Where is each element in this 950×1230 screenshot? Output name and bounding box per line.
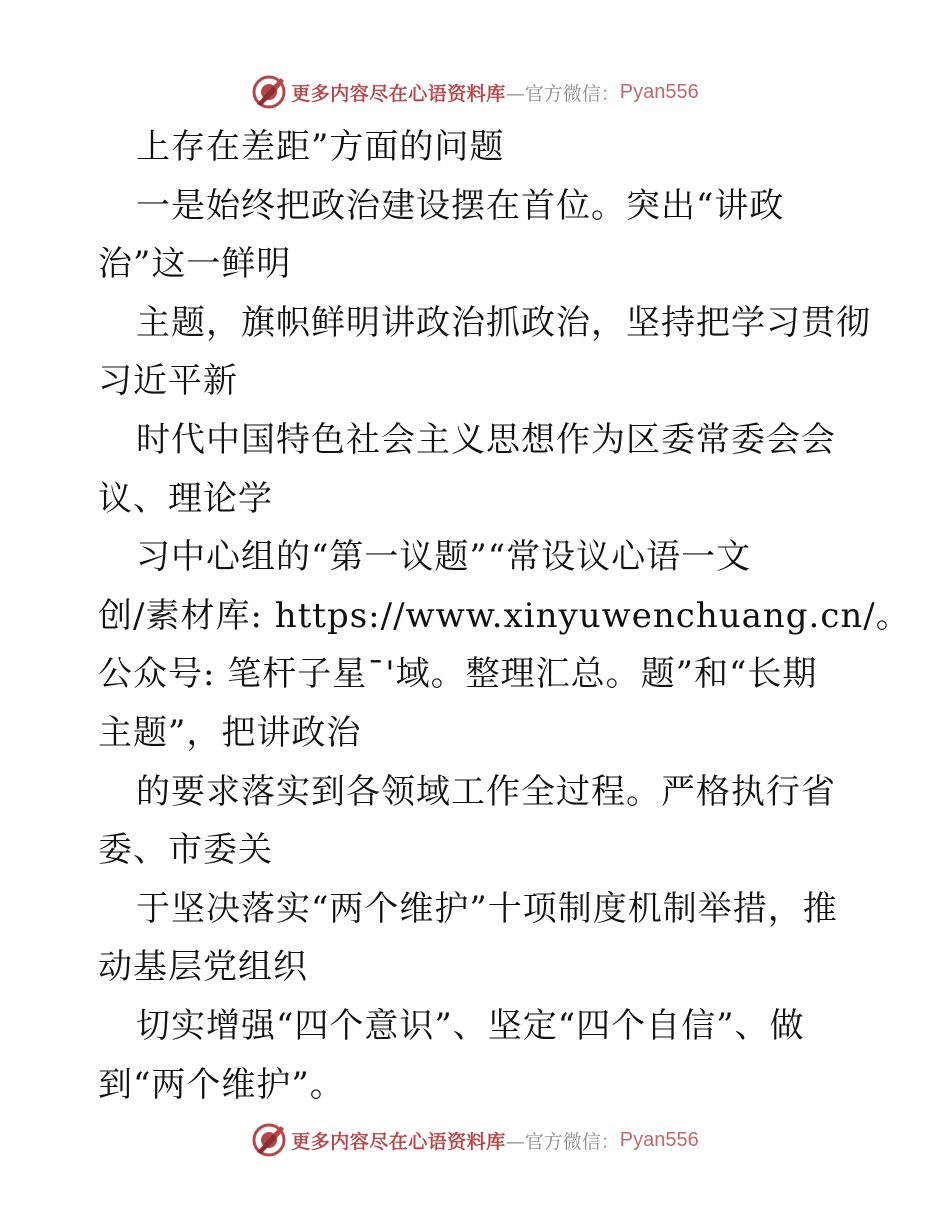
text-line: 的要求落实到各领域工作全过程。严格执行省 [136,771,836,812]
text-line: 一是始终把政治建设摆在首位。突出“讲政 [136,185,785,226]
text-line: 动基层党组织 [98,947,308,988]
banner-text: 更多内容尽在心语资料库 [291,82,506,105]
text-line: 到“两个维护”。 [98,1064,345,1105]
text-line: 切实增强“四个意识”、坚定“四个自信”、做 [136,1005,805,1046]
footer-banner [0,1120,950,1160]
header-banner [0,72,950,112]
text-line: 时代中国特色社会主义思想作为区委常委会会 [136,419,836,460]
brand-logo-icon [251,74,287,110]
text-line: 上存在差距”方面的问题 [136,127,505,167]
text-line: 创/素材库: https://www.xinyuwenchuang.cn/。 [98,595,911,636]
banner-text: 更多内容尽在心语资料库 [291,1130,506,1153]
text-line: 委、市委关 [98,830,273,871]
banner-account: Pyan556 [619,80,699,103]
banner-separator: —官方微信： [505,1130,620,1153]
text-line: 于坚决落实“两个维护”十项制度机制举措，推 [136,888,838,929]
text-line: 治”这一鲜明 [98,244,292,285]
document-body [98,118,911,1114]
text-line: 议、理论学 [98,478,273,519]
text-line: 习中心组的“第一议题”“常设议心语一文 [136,537,752,578]
brand-logo-icon [251,1122,287,1158]
text-line: 主题，旗帜鲜明讲政治抓政治，坚持把学习贯彻 [136,302,871,343]
banner-account: Pyan556 [619,1128,699,1151]
text-line: 公众号: 笔杆子星¯'域。整理汇总。题”和“长期 [98,654,818,695]
text-line: 主题”，把讲政治 [98,712,362,753]
text-line: 习近平新 [98,361,238,402]
banner-separator: —官方微信： [505,82,620,105]
